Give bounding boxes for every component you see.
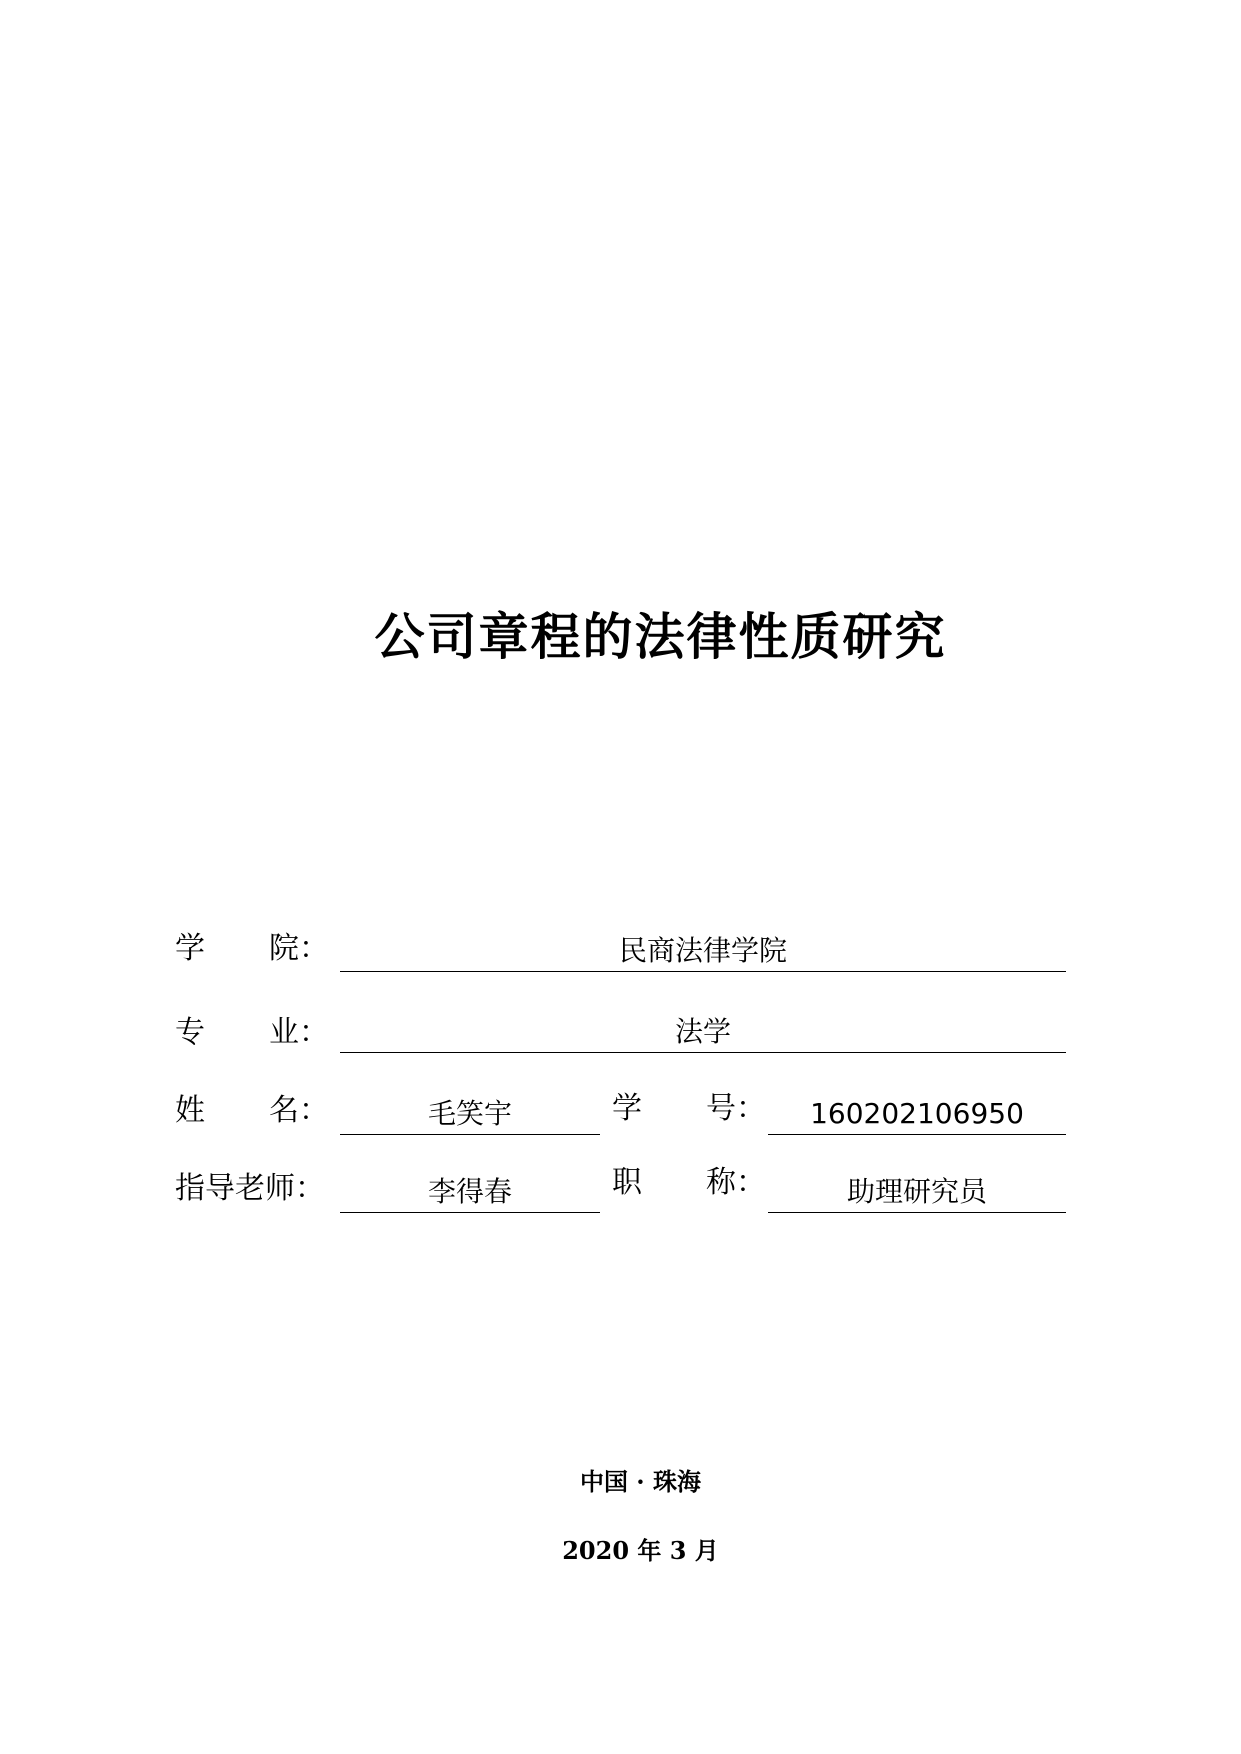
advisor-title-value: 助理研究员 — [846, 1175, 987, 1208]
major-label: 专 业： — [175, 1015, 329, 1050]
name-field — [340, 1090, 600, 1135]
major-field — [340, 1008, 1066, 1053]
advisor-title-field — [768, 1168, 1066, 1213]
thesis-title: 公司章程的法律性质研究 — [374, 608, 947, 666]
major-value: 法学 — [674, 1015, 731, 1048]
advisor-label: 指导老师： — [175, 1171, 325, 1206]
advisor-field — [340, 1168, 600, 1213]
college-field — [340, 927, 1066, 972]
advisor-title-label: 职 称： — [612, 1165, 766, 1200]
college-label: 学 院： — [175, 931, 329, 966]
student-id-value: 160202106950 — [810, 1097, 1024, 1130]
name-value: 毛笑宇 — [427, 1097, 512, 1130]
date-text: 2020 年 3 月 — [562, 1536, 719, 1565]
name-label: 姓 名： — [175, 1093, 329, 1128]
student-id-field — [768, 1090, 1066, 1135]
student-id-label: 学 号： — [612, 1091, 766, 1126]
advisor-value: 李得春 — [427, 1175, 512, 1208]
college-value: 民商法律学院 — [618, 934, 787, 967]
location-text: 中国 · 珠海 — [579, 1467, 702, 1496]
